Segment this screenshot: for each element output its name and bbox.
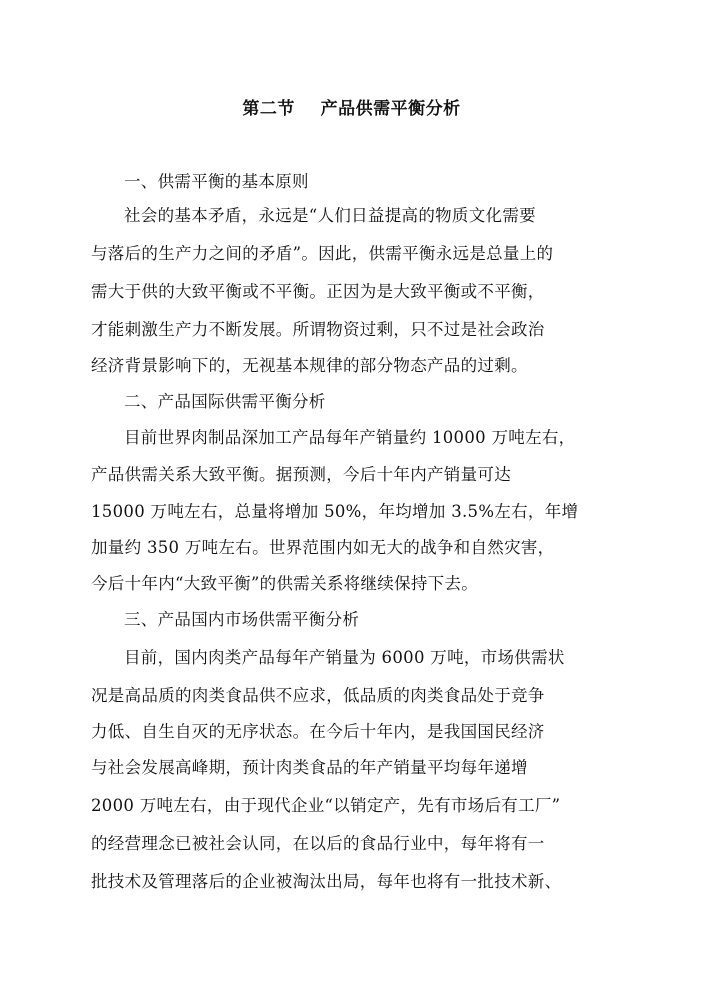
paragraph-line: 需大于供的大致平衡或不平衡。正因为是大致平衡或不平衡， [91, 282, 545, 301]
paragraph-line: 社会的基本矛盾，永远是“人们日益提高的物质文化需要 [124, 206, 536, 225]
paragraph-line: 目前，国内肉类产品每年产销量为 6000 万吨，市场供需状 [124, 648, 565, 667]
page-title: 第二节 产品供需平衡分析 [242, 99, 461, 119]
section-heading: 一、供需平衡的基本原则 [124, 172, 309, 191]
paragraph-line: 力低、自生自灭的无序状态。在今后十年内，是我国国民经济 [91, 722, 545, 741]
paragraph-line: 况是高品质的肉类食品供不应求，低品质的肉类食品处于竞争 [91, 686, 545, 705]
paragraph-line: 与社会发展高峰期，预计肉类食品的年产销量平均每年递增 [91, 758, 528, 777]
section-heading: 三、产品国内市场供需平衡分析 [124, 610, 360, 629]
section-heading: 二、产品国际供需平衡分析 [124, 392, 326, 411]
paragraph-line: 才能刺激生产力不断发展。所谓物资过剩，只不过是社会政治 [91, 320, 545, 339]
paragraph-line: 加量约 350 万吨左右。世界范围内如无大的战争和自然灾害， [91, 538, 555, 557]
paragraph-line: 2000 万吨左右，由于现代企业“以销定产，先有市场后有工厂” [91, 796, 561, 815]
paragraph-line: 的经营理念已被社会认同，在以后的食品行业中，每年将有一 [91, 834, 545, 853]
paragraph-line: 批技术及管理落后的企业被淘汰出局，每年也将有一批技术新、 [91, 872, 562, 891]
paragraph-line: 15000 万吨左右，总量将增加 50%，年均增加 3.5%左右，年增 [91, 502, 579, 521]
paragraph-line: 与落后的生产力之间的矛盾”。因此，供需平衡永远是总量上的 [91, 244, 554, 263]
paragraph-line: 经济背景影响下的，无视基本规律的部分物态产品的过剩。 [91, 356, 528, 375]
paragraph-line: 产品供需关系大致平衡。据预测，今后十年内产销量可达 [91, 465, 511, 484]
paragraph-line: 目前世界肉制品深加工产品每年产销量约 10000 万吨左右， [124, 428, 576, 447]
paragraph-line: 今后十年内“大致平衡”的供需关系将继续保持下去。 [91, 574, 479, 593]
